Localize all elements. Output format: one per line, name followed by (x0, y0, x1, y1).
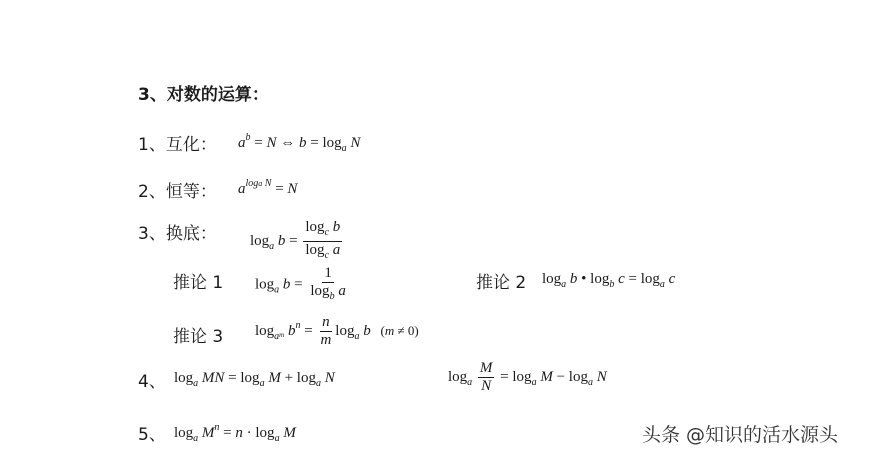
item5-label: 5、 (138, 425, 166, 445)
corollary3-formula: $\log_{a^m} b^n$ = $\frac{n}{m}$ $\log_a b$ (m ≠ 0) (255, 314, 419, 348)
watermark: 头条 @知识的活水源头 (642, 424, 839, 446)
corollary3-label: 推论 3 (173, 327, 224, 347)
item2-label: 2、恒等： (138, 182, 217, 202)
corollary2-label: 推论 2 (476, 273, 527, 293)
section-title: 3、对数的运算： (138, 85, 269, 105)
corollary2-formula: $\log_a b$ • $\log_b c = \log_a c$ (542, 271, 676, 290)
item1-label: 1、互化： (138, 135, 217, 155)
item4-formula-product: $\log_a$ MN = $\log_a M + \log_a N$ (174, 370, 335, 389)
corollary1-formula: $\log_a b$ = $\frac{1}{\log_b a}$ (255, 265, 346, 302)
item4-formula-quotient: $\log_a$ $\frac{M}{N}$ = $\log_a M - \log_a N$ (448, 360, 607, 394)
item1-formula: $a^b = N$ ⇔ $b = \log_a N$ (238, 132, 361, 154)
item3-label: 3、换底： (138, 224, 217, 244)
item4-label: 4、 (138, 372, 166, 392)
corollary1-label: 推论 1 (173, 273, 224, 293)
item2-formula: $a^{loga N} = N$ (238, 178, 298, 197)
item5-formula: $\log_a M^n = n \cdot \log_a M$ (174, 422, 296, 444)
item3-formula: $\log_a b$ = $\frac{\log_c b}{\log_c a}$ (250, 219, 341, 261)
